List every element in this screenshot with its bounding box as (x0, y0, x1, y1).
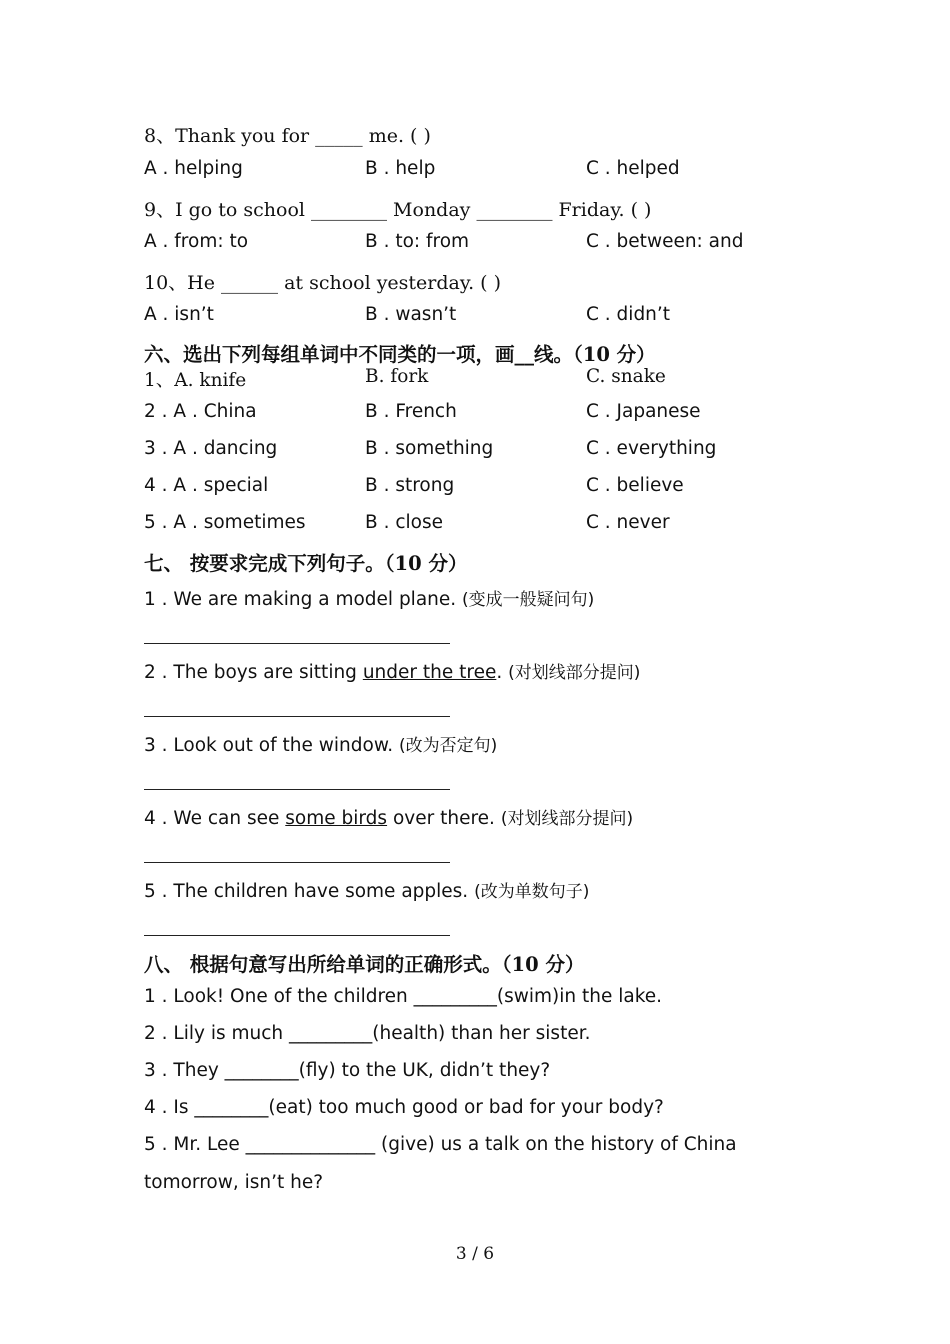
s8-item-5: 5 . Mr. Lee ______________ (give) us a talk on the history of China (144, 1134, 737, 1155)
s7-item-1-instruction: (变成一般疑问句) (462, 590, 595, 610)
q9-option-a: A . from: to (144, 231, 249, 252)
s6-row4-c: C . believe (586, 475, 684, 496)
q10-option-b: B . wasn’t (365, 304, 457, 325)
answer-line-5 (144, 935, 450, 936)
s6-row1-c: C. snake (586, 366, 666, 387)
s6-row4-b: B . strong (365, 475, 455, 496)
s7-item-5 (144, 877, 589, 902)
s6-row3-c: C . everything (586, 438, 717, 459)
answer-line-4 (144, 862, 450, 863)
s7-item-2-text: 2 . The boys are sitting (144, 662, 363, 683)
answer-line-2 (144, 716, 450, 717)
q9-option-c: C . between: and (586, 231, 744, 252)
s8-item-5-continued: tomorrow, isn’t he? (144, 1172, 324, 1193)
answer-line-1 (144, 643, 450, 644)
s7-item-4-text: 4 . We can see (144, 808, 286, 829)
s7-item-4-text-end: over there. (387, 808, 501, 829)
section-8-title: 八、 根据句意写出所给单词的正确形式。（10 分） (144, 953, 585, 976)
q10-option-c: C . didn’t (586, 304, 671, 325)
s7-item-2-text-end: . (496, 662, 509, 683)
s7-item-2 (144, 658, 640, 683)
s6-row3-b: B . something (365, 438, 494, 459)
s6-row2-c: C . Japanese (586, 401, 701, 422)
s6-row5-a: 5 . A . sometimes (144, 512, 306, 533)
s8-item-4: 4 . Is ________(eat) too much good or bad for your body? (144, 1097, 664, 1118)
s6-row2-b: B . French (365, 401, 457, 422)
q8-option-c: C . helped (586, 158, 680, 179)
s7-item-3-instruction: (改为否定句) (399, 736, 498, 756)
s7-item-1-text: 1 . We are making a model plane. (144, 589, 463, 610)
s7-item-3 (144, 731, 497, 756)
s7-item-4 (144, 804, 633, 829)
s8-item-3: 3 . They ________(fly) to the UK, didn’t they? (144, 1060, 551, 1081)
s6-row3-a: 3 . A . dancing (144, 438, 278, 459)
s7-item-3-text: 3 . Look out of the window. (144, 735, 400, 756)
q8-option-b: B . help (365, 158, 436, 179)
s6-row2-a: 2 . A . China (144, 401, 257, 422)
s6-row5-c: C . never (586, 512, 670, 533)
question-10: 10、He ______ at school yesterday. ( ) (144, 272, 502, 294)
q9-option-b: B . to: from (365, 231, 470, 252)
question-8: 8、Thank you for _____ me. ( ) (144, 125, 431, 147)
s7-item-5-text: 5 . The children have some apples. (144, 881, 475, 902)
s6-row1-b: B. fork (365, 366, 429, 387)
s6-row1-a: 1、A. knife (144, 370, 247, 391)
q10-option-a: A . isn’t (144, 304, 214, 325)
s8-item-1: 1 . Look! One of the children _________(swim)in the lake. (144, 986, 663, 1007)
s6-row5-b: B . close (365, 512, 443, 533)
answer-line-3 (144, 789, 450, 790)
s7-item-2-underlined: under the tree (362, 662, 497, 683)
s6-row4-a: 4 . A . special (144, 475, 269, 496)
section-7-title: 七、 按要求完成下列句子。（10 分） (144, 552, 468, 575)
s7-item-5-instruction: (改为单数句子) (474, 882, 590, 902)
page-number: 3 / 6 (455, 1244, 495, 1264)
s8-item-2: 2 . Lily is much _________(health) than her sister. (144, 1023, 591, 1044)
question-9: 9、I go to school ________ Monday ________ Friday. ( ) (144, 199, 652, 221)
section-6-title: 六、选出下列每组单词中不同类的一项，画__线。（10 分） (144, 343, 656, 366)
q8-option-a: A . helping (144, 158, 243, 179)
s7-item-1 (144, 585, 594, 610)
s7-item-4-instruction: (对划线部分提问) (500, 809, 634, 829)
s7-item-4-underlined: some birds (285, 808, 388, 829)
s7-item-2-instruction: (对划线部分提问) (508, 663, 641, 683)
